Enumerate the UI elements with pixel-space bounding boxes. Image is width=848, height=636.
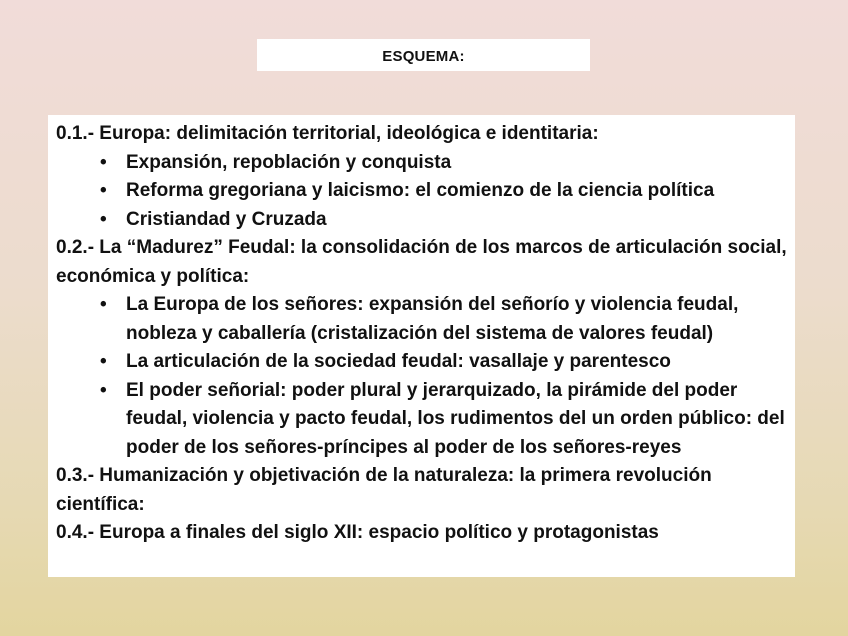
list-item bbox=[56, 377, 787, 463]
list-item-text: Cristiandad y Cruzada bbox=[126, 208, 327, 230]
list-item-text: Reforma gregoriana y laicismo: el comienzo de la ciencia política bbox=[126, 180, 715, 201]
list-item bbox=[56, 291, 787, 348]
title-box bbox=[257, 39, 590, 71]
bullet-icon: • bbox=[100, 379, 107, 401]
list-item bbox=[56, 348, 787, 377]
list-item-text: La articulación de la sociedad feudal: vasallaje y parentesco bbox=[126, 351, 671, 372]
page-title: ESQUEMA: bbox=[382, 48, 465, 65]
list-item-text: La Europa de los señores: expansión del señorío y violencia feudal, nobleza y caballería (cristalización del sistema de valores feudal) bbox=[126, 294, 739, 344]
list-item bbox=[56, 177, 787, 206]
bullet-icon: • bbox=[100, 180, 107, 201]
list-item-text: El poder señorial: poder plural y jerarquizado, la pirámide del poder feudal, violencia y pacto feudal, los rudimentos del un orden público: del poder de los señores-príncipes al poder de los señores-reyes bbox=[126, 379, 785, 458]
bullet-icon: • bbox=[100, 294, 107, 315]
bullet-icon: • bbox=[100, 351, 107, 372]
list-item bbox=[56, 149, 787, 178]
list-item bbox=[56, 206, 787, 235]
section-heading-2: 0.2.- La “Madurez” Feudal: la consolidación de los marcos de articulación social, económica y política: bbox=[56, 237, 787, 287]
outline-box bbox=[48, 115, 795, 577]
section-1-list bbox=[56, 149, 787, 235]
section-heading-3: 0.3.- Humanización y objetivación de la naturaleza: la primera revolución científica: bbox=[56, 465, 712, 515]
section-heading-1: 0.1.- Europa: delimitación territorial, ideológica e identitaria: bbox=[56, 123, 599, 144]
section-2-list bbox=[56, 291, 787, 462]
list-item-text: Expansión, repoblación y conquista bbox=[126, 151, 452, 173]
section-heading-4: 0.4.- Europa a finales del siglo XII: espacio político y protagonistas bbox=[56, 522, 659, 543]
bullet-icon: • bbox=[100, 208, 107, 230]
bullet-icon: • bbox=[100, 151, 107, 173]
